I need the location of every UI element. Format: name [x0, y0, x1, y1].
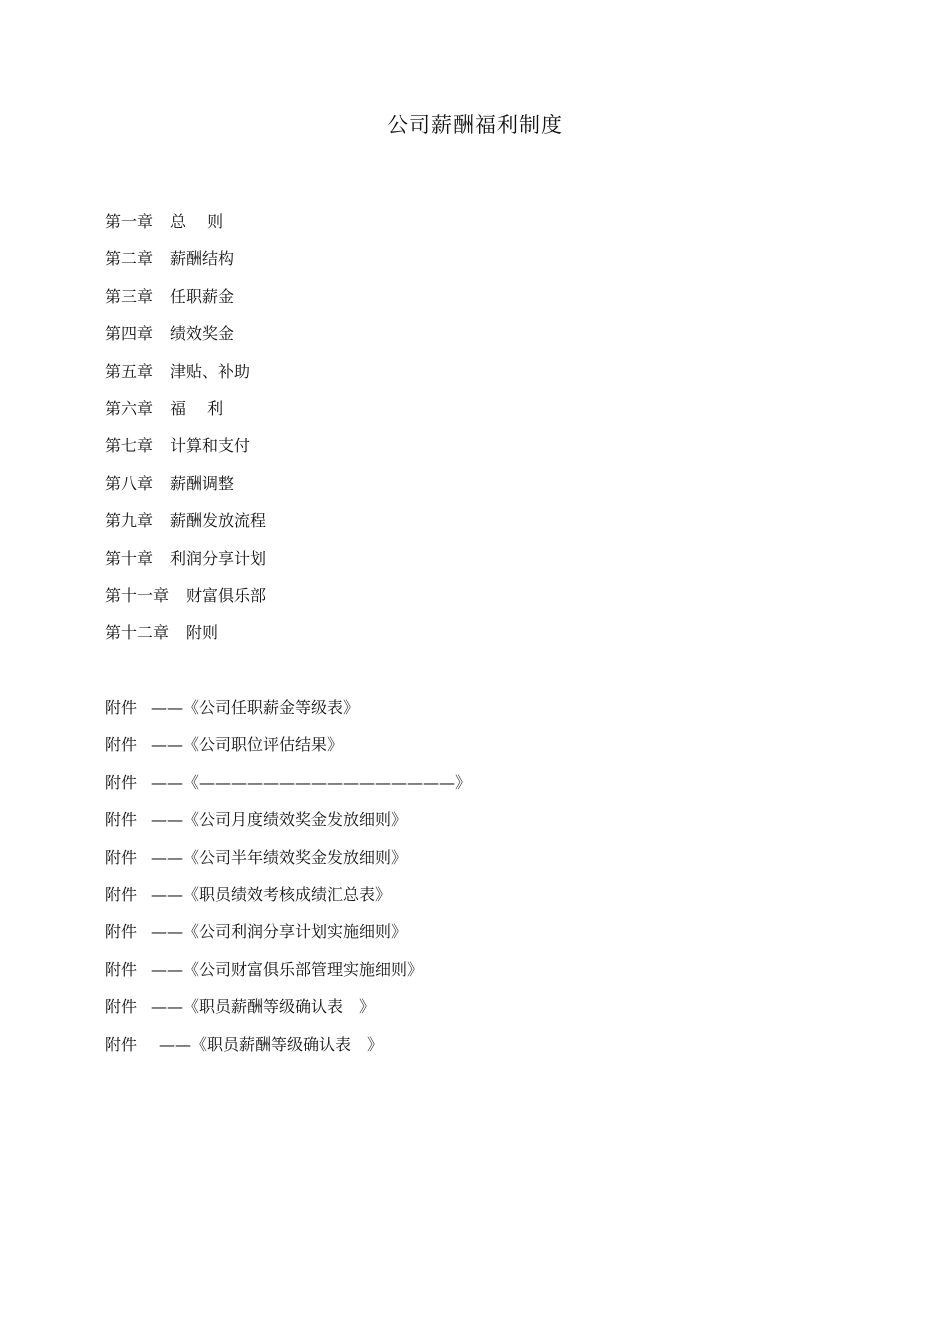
attachment-item	[105, 882, 845, 919]
toc-chapter-number: 第六章	[105, 398, 154, 418]
toc-chapter-number: 第五章	[105, 361, 154, 381]
toc-item	[105, 471, 845, 508]
attachment-label: 附件	[105, 997, 138, 1017]
toc-chapter-name: 薪酬调整	[170, 473, 235, 493]
toc-item	[105, 546, 845, 583]
attachment-title: ——《公司半年绩效奖金发放细则》	[151, 847, 408, 867]
toc-chapter-number: 第十章	[105, 548, 154, 568]
toc-chapter-name: 任职薪金	[170, 286, 235, 306]
toc-item	[105, 209, 845, 246]
toc-item	[105, 359, 845, 396]
attachment-label: 附件	[105, 884, 138, 904]
document-title: 公司薪酬福利制度	[387, 113, 563, 137]
toc-chapter-number: 第一章	[105, 212, 154, 231]
attachment-title: ——《职员薪酬等级确认表 》	[159, 1034, 384, 1054]
attachment-label: 附件	[105, 810, 138, 830]
attachment-label: 附件	[105, 847, 138, 867]
attachment-label: 附件	[105, 735, 138, 755]
attachment-title: ——《公司财富俱乐部管理实施细则》	[151, 959, 424, 979]
toc-chapter-name: 附则	[186, 623, 219, 643]
attachment-title: ——《公司职位评估结果》	[151, 735, 344, 755]
attachment-title: ——《职员薪酬等级确认表 》	[151, 997, 376, 1017]
attachment-label: 附件	[105, 922, 138, 942]
toc-item	[105, 508, 845, 545]
attachment-item	[105, 807, 845, 844]
toc-chapter-name: 财富俱乐部	[186, 585, 267, 605]
toc-chapter-number: 第十一章	[105, 585, 170, 605]
attachment-item	[105, 732, 845, 769]
attachment-item	[105, 695, 845, 732]
attachment-list	[105, 695, 845, 1069]
table-of-contents	[105, 209, 845, 658]
attachment-item	[105, 919, 845, 956]
attachment-item	[105, 845, 845, 882]
toc-item	[105, 284, 845, 321]
toc-chapter-number: 第四章	[105, 324, 154, 344]
toc-item	[105, 246, 845, 283]
toc-chapter-name: 薪酬结构	[170, 249, 235, 269]
attachment-label: 附件	[105, 698, 138, 717]
attachment-item	[105, 957, 845, 994]
toc-chapter-name: 薪酬发放流程	[170, 511, 267, 531]
attachment-label: 附件	[105, 772, 138, 792]
toc-chapter-name: 福 利	[170, 398, 224, 418]
toc-chapter-name: 总 则	[170, 212, 224, 231]
attachment-label: 附件	[105, 959, 138, 979]
toc-chapter-number: 第八章	[105, 473, 154, 493]
attachment-label: 附件	[105, 1034, 138, 1054]
toc-item	[105, 620, 845, 657]
attachment-title: ——《公司月度绩效奖金发放细则》	[151, 810, 408, 830]
toc-chapter-name: 绩效奖金	[170, 324, 235, 344]
attachment-title: ——《公司任职薪金等级表》	[151, 698, 360, 717]
attachment-item	[105, 994, 845, 1031]
attachment-title: ——《职员绩效考核成绩汇总表》	[151, 884, 392, 904]
toc-chapter-name: 计算和支付	[170, 436, 251, 456]
toc-item	[105, 433, 845, 470]
toc-chapter-number: 第二章	[105, 249, 154, 269]
toc-item	[105, 321, 845, 358]
toc-chapter-number: 第十二章	[105, 623, 170, 643]
attachment-item	[105, 1032, 845, 1069]
toc-item	[105, 396, 845, 433]
toc-chapter-number: 第七章	[105, 436, 154, 456]
toc-chapter-number: 第三章	[105, 286, 154, 306]
toc-chapter-name: 利润分享计划	[170, 548, 267, 568]
toc-chapter-name: 津贴、补助	[170, 361, 251, 381]
attachment-item	[105, 770, 845, 807]
toc-item	[105, 583, 845, 620]
attachment-title: ——《————————————————》	[151, 772, 472, 792]
toc-chapter-number: 第九章	[105, 511, 154, 531]
attachment-title: ——《公司利润分享计划实施细则》	[151, 922, 408, 942]
